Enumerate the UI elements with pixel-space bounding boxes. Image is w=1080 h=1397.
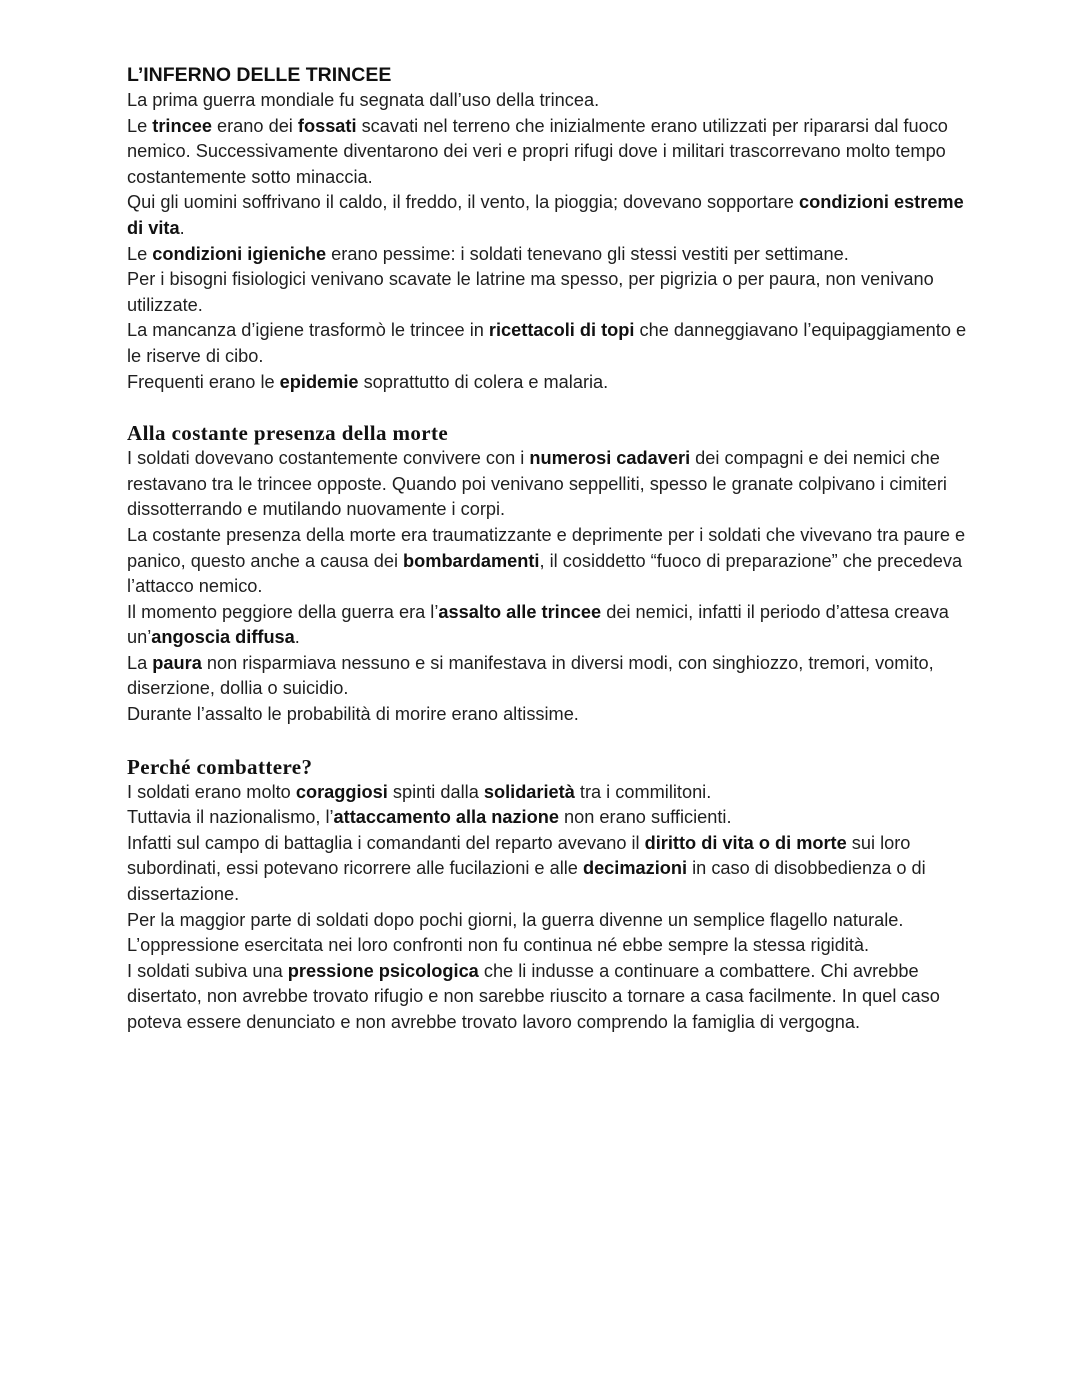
section-title: L’INFERNO DELLE TRINCEE	[127, 64, 392, 86]
text-run: , il cosiddetto “fuoco di preparazione” che precedeva l’attacco nemico.	[127, 550, 963, 597]
text-run: L’oppressione esercitata nei loro confronti non fu continua né ebbe sempre la stessa rigidità.	[127, 935, 870, 956]
bold-text: paura	[152, 652, 202, 673]
text-run: dei compagni e dei nemici che restavano tra le trincee opposte. Quando poi venivano seppelliti, spesso le granate colpivano i cimiteri dissotterrando e mutilando nuovamente i corpi.	[127, 448, 947, 520]
paragraph	[127, 805, 967, 831]
text-run: I soldati erano molto	[127, 781, 296, 802]
section-presenza-morte	[127, 420, 967, 728]
text-run: Frequenti erano le	[127, 371, 280, 392]
paragraph	[127, 831, 967, 908]
paragraph	[127, 600, 967, 651]
text-run: in caso di disobbedienza o di dissertazione.	[127, 858, 926, 905]
text-run: Per la maggior parte di soldati dopo pochi giorni, la guerra divenne un semplice flagello naturale.	[127, 909, 904, 930]
bold-text: bombardamenti	[403, 550, 540, 571]
text-run: La	[127, 652, 153, 673]
text-run: che danneggiavano l’equipaggiamento e le riserve di cibo.	[127, 320, 967, 366]
bold-text: angoscia diffusa	[151, 627, 295, 648]
paragraph	[127, 959, 967, 1036]
paragraph	[127, 370, 967, 396]
paragraph	[127, 114, 967, 191]
bold-text: ricettacoli di topi	[488, 320, 635, 341]
paragraph	[127, 908, 967, 934]
section-perche-combattere	[127, 754, 967, 1036]
text-run: La prima guerra mondiale fu segnata dall’uso della trincea.	[127, 90, 600, 110]
text-run: non erano sufficienti.	[558, 807, 732, 828]
section-body	[127, 446, 967, 728]
paragraph	[127, 780, 967, 806]
section-body	[127, 88, 967, 395]
bold-text: epidemie	[279, 371, 359, 392]
text-run: soprattutto di colera e malaria.	[358, 371, 609, 392]
section-title: Perché combattere?	[127, 754, 313, 779]
paragraph	[127, 523, 967, 600]
text-run: Tuttavia il nazionalismo, l’	[127, 807, 334, 828]
paragraph	[127, 190, 967, 241]
text-run: Per i bisogni fisiologici venivano scavate le latrine ma spesso, per pigrizia o per paura, non venivano utilizzate.	[127, 269, 934, 315]
bold-text: attaccamento alla nazione	[333, 807, 559, 828]
bold-text: fossati	[297, 115, 357, 136]
section-body	[127, 780, 967, 1036]
paragraph	[127, 446, 967, 523]
bold-text: solidarietà	[483, 781, 575, 802]
bold-text: numerosi cadaveri	[529, 448, 691, 469]
bold-text: condizioni igieniche	[152, 243, 327, 264]
bold-text: diritto di vita o di morte	[644, 832, 847, 853]
text-run: sui loro subordinati, essi potevano ricorrere alle fucilazioni e alle	[127, 832, 911, 879]
text-run: La costante presenza della morte era traumatizzante e deprimente per i soldati che vivevano tra paure e panico, questo anche a causa dei	[127, 524, 966, 571]
text-run: erano dei	[211, 115, 298, 136]
document-content	[127, 62, 967, 1036]
text-run: I soldati dovevano costantemente convivere con i	[127, 448, 530, 469]
text-run: Le	[127, 115, 153, 136]
paragraph	[127, 933, 967, 959]
paragraph	[127, 702, 967, 728]
text-run: Le	[127, 243, 153, 264]
bold-text: pressione psicologica	[287, 960, 479, 981]
text-run: La mancanza d’igiene trasformò le trincee in	[127, 320, 489, 341]
text-run: non risparmiava nessuno e si manifestava in diversi modi, con singhiozzo, tremori, vomito, diserzione, dollia o suicidio.	[127, 652, 934, 699]
bold-text: coraggiosi	[295, 781, 388, 802]
bold-text: trincee	[152, 115, 212, 136]
text-run: erano pessime: i soldati tenevano gli stessi vestiti per settimane.	[326, 243, 849, 264]
text-run: Infatti sul campo di battaglia i comandanti del reparto avevano il	[127, 832, 645, 853]
paragraph	[127, 651, 967, 702]
text-run: Durante l’assalto le probabilità di morire erano altissime.	[127, 704, 579, 725]
bold-text: decimazioni	[582, 858, 688, 879]
paragraph	[127, 242, 967, 268]
bold-text: assalto alle trincee	[438, 601, 602, 622]
bold-text: condizioni estreme di vita	[127, 192, 964, 238]
text-run: dei nemici, infatti il periodo d’attesa creava un’	[127, 601, 949, 648]
paragraph	[127, 318, 967, 369]
section-inferno-trincee	[127, 62, 967, 395]
paragraph	[127, 267, 967, 318]
text-run: Il momento peggiore della guerra era l’	[127, 601, 439, 622]
text-run: .	[179, 217, 185, 238]
paragraph	[127, 88, 967, 114]
text-run: scavati nel terreno che inizialmente erano utilizzati per ripararsi dal fuoco nemico. Successivamente diventarono dei veri e propri rifugi dove i militari trascorrevano molto tempo costantemente sotto minaccia.	[127, 115, 948, 187]
text-run: che li indusse a continuare a combattere. Chi avrebbe disertato, non avrebbe trovato rifugio e non sarebbe riuscito a tornare a casa facilmente. In quel caso poteva essere denunciato e non avrebbe trovato lavoro comprendo la famiglia di vergogna.	[127, 960, 940, 1032]
text-run: tra i commilitoni.	[574, 781, 712, 802]
section-title: Alla costante presenza della morte	[127, 421, 449, 446]
text-run: Qui gli uomini soffrivano il caldo, il freddo, il vento, la pioggia; dovevano sopportare	[127, 192, 799, 213]
text-run: .	[294, 627, 300, 648]
text-run: I soldati subiva una	[127, 960, 288, 981]
text-run: spinti dalla	[387, 781, 484, 802]
